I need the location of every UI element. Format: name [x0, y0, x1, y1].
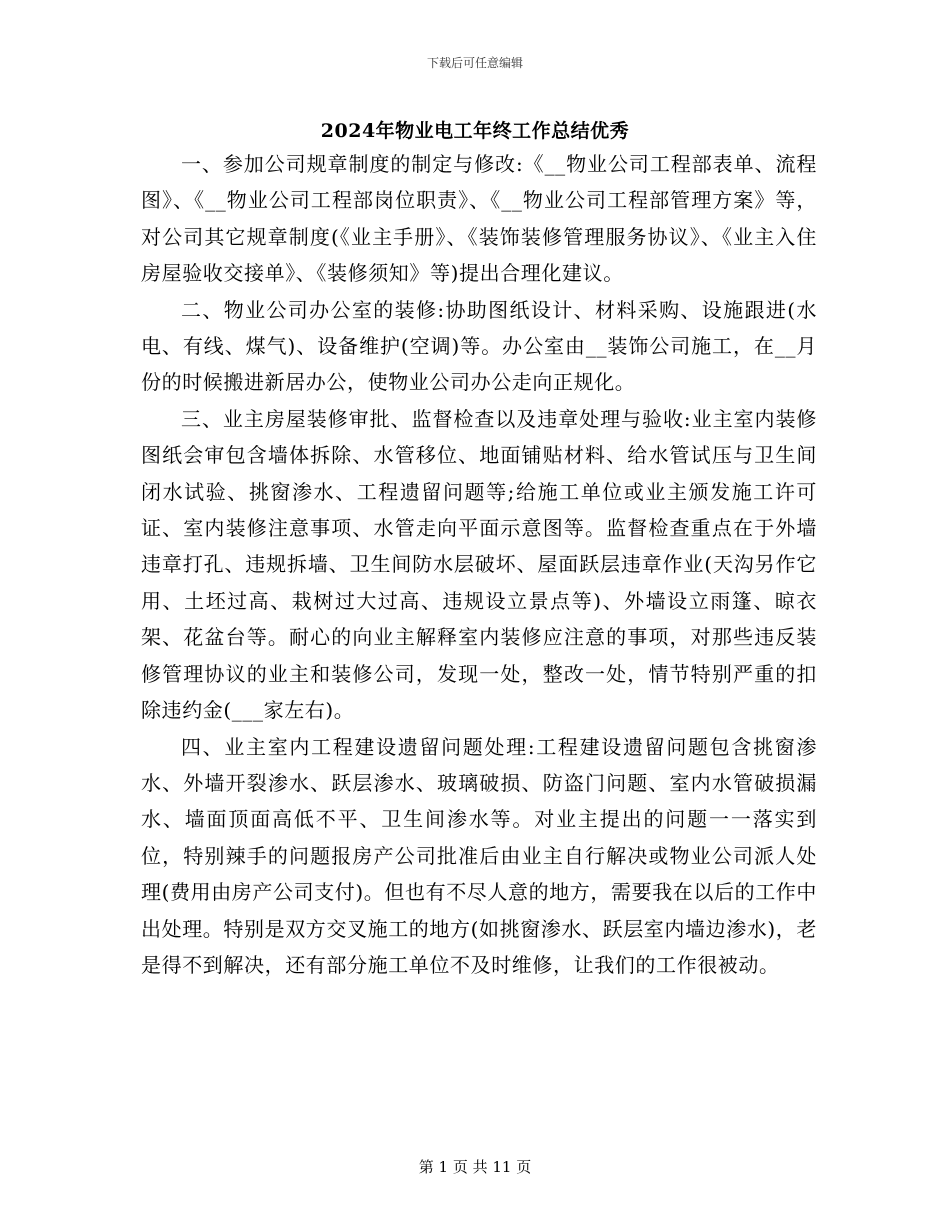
document-title: 2024年物业电工年终工作总结优秀	[320, 120, 630, 142]
paragraph-1: 一、参加公司规章制度的制定与修改:《__物业公司工程部表单、流程图》、《__物业公司工程部岗位职责》、《__物业公司工程部管理方案》等，对公司其它规章制度(《业主手册》、《装饰装修管理服务协议》、《业主入住房屋验收交接单》、《装修须知》等)提出合理化建议。	[141, 152, 817, 286]
document-body	[141, 146, 817, 983]
paragraph-3: 三、业主房屋装修审批、监督检查以及违章处理与验收:业主室内装修图纸会审包含墙体拆除、水管移位、地面铺贴材料、给水管试压与卫生间闭水试验、挑窗渗水、工程遗留问题等;给施工单位或业主颁发施工许可证、室内装修注意事项、水管走向平面示意图等。监督检查重点在于外墙违章打孔、违规拆墙、卫生间防水层破坏、屋面跃层违章作业(天沟另作它用、土坯过高、栽树过大过高、违规设立景点等)、外墙设立雨篷、晾衣架、花盆台等。耐心的向业主解释室内装修应注意的事项，对那些违反装修管理协议的业主和装修公司，发现一处，整改一处，情节特别严重的扣除违约金(___家左右)。	[141, 406, 817, 723]
page-number-footer: 第 1 页 共 11 页	[418, 1158, 532, 1176]
header-note: 下载后可任意编辑	[426, 56, 523, 70]
paragraph-2: 二、物业公司办公室的装修:协助图纸设计、材料采购、设施跟进(水电、有线、煤气)、设备维护(空调)等。办公室由__装饰公司施工，在__月份的时候搬进新居办公，使物业公司办公走向正规化。	[141, 297, 817, 395]
paragraph-4: 四、业主室内工程建设遗留问题处理:工程建设遗留问题包含挑窗渗水、外墙开裂渗水、跃层渗水、玻璃破损、防盗门问题、室内水管破损漏水、墙面顶面高低不平、卫生间渗水等。对业主提出的问题一一落实到位，特别辣手的问题报房产公司批准后由业主自行解决或物业公司派人处理(费用由房产公司支付)。但也有不尽人意的地方，需要我在以后的工作中出处理。特别是双方交叉施工的地方(如挑窗渗水、跃层室内墙边渗水)，老是得不到解决，还有部分施工单位不及时维修，让我们的工作很被动。	[141, 734, 818, 977]
